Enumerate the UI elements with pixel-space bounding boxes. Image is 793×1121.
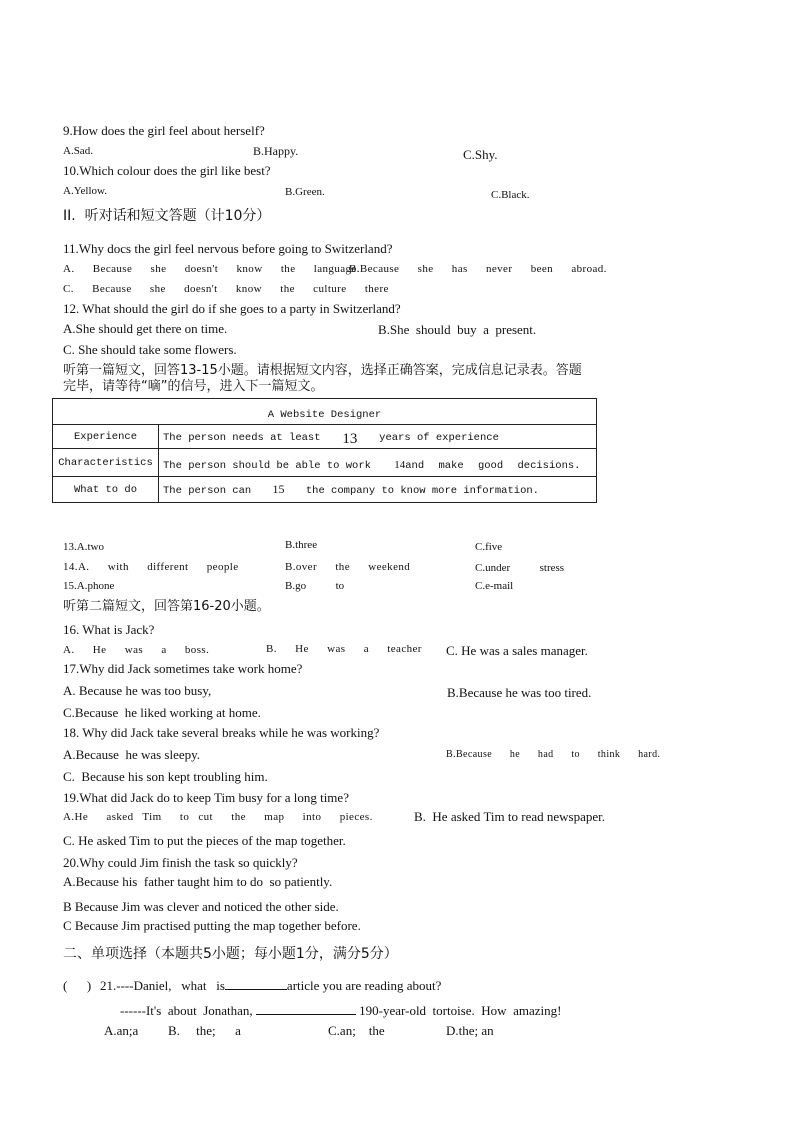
section-ii-heading: II. 听对话和短文答题（计10分） bbox=[63, 208, 271, 224]
q16-option-b: B. He was a teacher bbox=[266, 643, 422, 655]
q19-option-a: A.He asked Tim to cut the map into pieces. bbox=[63, 811, 373, 823]
q9-option-a: A.Sad. bbox=[63, 145, 93, 157]
q9-option-c: C.Shy. bbox=[463, 147, 498, 162]
q21-blank-2 bbox=[256, 1014, 356, 1015]
q20-option-c: C Because Jim practised putting the map together before. bbox=[63, 918, 361, 933]
q19-option-c: C. He asked Tim to put the pieces of the map together. bbox=[63, 833, 346, 848]
q12-option-b: B.She should buy a present. bbox=[378, 322, 537, 337]
passage1-instruction-line1: 听第一篇短文，回答13-15小题。请根据短文内容，选择正确答案，完成信息记录表。答题 bbox=[63, 363, 582, 378]
q15-option-c: C.e-mail bbox=[475, 580, 514, 592]
blank-13: 13 bbox=[342, 431, 358, 447]
table-row-characteristics bbox=[159, 449, 597, 477]
q17-option-c: C.Because he liked working at home. bbox=[63, 705, 261, 720]
q15-option-a: 15.A.phone bbox=[63, 580, 115, 592]
q13-option-b: B.three bbox=[285, 539, 318, 551]
table-row-characteristics-suffix: and make good decisions. bbox=[405, 460, 581, 472]
q21-option-a: A.an;a bbox=[104, 1023, 139, 1038]
q16-stem: 16. What is Jack? bbox=[63, 622, 155, 637]
table-row-what-to-do-suffix: the company to know more information. bbox=[305, 485, 539, 497]
table-row-label-characteristics: Characteristics bbox=[53, 449, 159, 477]
q14-option-a: 14.A. with different people bbox=[63, 561, 239, 573]
q10-option-b: B.Green. bbox=[285, 186, 325, 198]
q12-option-c: C. She should take some flowers. bbox=[63, 342, 237, 357]
q14-option-b: B.over the weekend bbox=[285, 561, 411, 573]
q9-stem: 9.How does the girl feel about herself? bbox=[63, 123, 265, 138]
q21-line1 bbox=[100, 979, 441, 992]
q19-stem: 19.What did Jack do to keep Tim busy for a long time? bbox=[63, 790, 349, 805]
table-row-label-experience: Experience bbox=[53, 425, 159, 449]
q14-option-c: C.under stress bbox=[475, 562, 565, 574]
table-title: A Website Designer bbox=[53, 399, 597, 425]
table-row-label-what-to-do: What to do bbox=[53, 477, 159, 503]
q18-option-a: A.Because he was sleepy. bbox=[63, 747, 201, 762]
q19-option-b: B. He asked Tim to read newspaper. bbox=[414, 809, 606, 824]
passage2-instruction: 听第二篇短文，回答第16-20小题。 bbox=[63, 599, 270, 614]
q13-option-c: C.five bbox=[475, 541, 503, 553]
q17-option-b: B.Because he was too tired. bbox=[447, 685, 592, 700]
q21-stem-end: article you are reading about? bbox=[286, 978, 442, 993]
q20-option-b: B Because Jim was clever and noticed the other side. bbox=[63, 899, 339, 914]
q21-line2 bbox=[120, 1004, 561, 1017]
q21-option-d: D.the; an bbox=[446, 1023, 494, 1038]
table-row-experience-text: The person needs at least bbox=[163, 432, 321, 444]
passage1-instruction-line2: 完毕，请等待“嘀”的信号，进入下一篇短文。 bbox=[63, 379, 324, 394]
q21-option-c: C.an; the bbox=[328, 1023, 385, 1038]
q21-paren: ( ) bbox=[63, 978, 92, 993]
blank-14: 14 bbox=[394, 459, 406, 471]
q10-option-c: C.Black. bbox=[491, 189, 530, 201]
q11-option-c: C. Because she doesn't know the culture there bbox=[63, 283, 389, 295]
q11-stem: 11.Why docs the girl feel nervous before going to Switzerland? bbox=[63, 241, 393, 256]
multiple-choice-heading: 二、单项选择（本题共5小题；每小题1分，满分5分） bbox=[63, 946, 398, 962]
table-row-characteristics-text: The person should be able to work bbox=[163, 460, 371, 472]
q11-option-a: A. Because she doesn't know the language. bbox=[63, 263, 360, 275]
q18-stem: 18. Why did Jack take several breaks while he was working? bbox=[63, 725, 380, 740]
blank-15: 15 bbox=[272, 482, 285, 496]
q9-option-b: B.Happy. bbox=[253, 144, 299, 158]
q13-option-a: 13.A.two bbox=[63, 541, 104, 553]
q12-option-a: A.She should get there on time. bbox=[63, 321, 228, 336]
q15-option-b: B.go to bbox=[285, 580, 345, 592]
q21-blank-1 bbox=[225, 989, 287, 990]
q18-option-b: B.Because he had to think hard. bbox=[446, 749, 661, 760]
q18-option-c: C. Because his son kept troubling him. bbox=[63, 769, 268, 784]
q20-option-a: A.Because his father taught him to do so patiently. bbox=[63, 874, 333, 889]
q11-option-b: B.Because she has never been abroad. bbox=[349, 263, 607, 275]
table-row-what-to-do-text: The person can bbox=[163, 485, 252, 497]
table-row-experience bbox=[159, 425, 597, 449]
q16-option-a: A. He was a boss. bbox=[63, 644, 210, 656]
q21-stem-start: 21.----Daniel, what is bbox=[100, 978, 225, 993]
table-row-what-to-do bbox=[159, 477, 597, 503]
q21-reply-start: ------It's about Jonathan, bbox=[120, 1003, 253, 1018]
q10-stem: 10.Which colour does the girl like best? bbox=[63, 163, 271, 178]
q21-reply-end: 190-year-old tortoise. How amazing! bbox=[359, 1003, 562, 1018]
website-designer-table bbox=[52, 398, 597, 503]
q12-stem: 12. What should the girl do if she goes to a party in Switzerland? bbox=[63, 301, 401, 316]
table-row-experience-suffix: years of experience bbox=[379, 432, 499, 444]
q20-stem: 20.Why could Jim finish the task so quickly? bbox=[63, 855, 298, 870]
q21-option-b: B. the; a bbox=[168, 1023, 241, 1038]
q16-option-c: C. He was a sales manager. bbox=[446, 643, 588, 658]
q17-stem: 17.Why did Jack sometimes take work home? bbox=[63, 661, 303, 676]
q10-option-a: A.Yellow. bbox=[63, 185, 108, 197]
q17-option-a: A. Because he was too busy, bbox=[63, 683, 212, 698]
